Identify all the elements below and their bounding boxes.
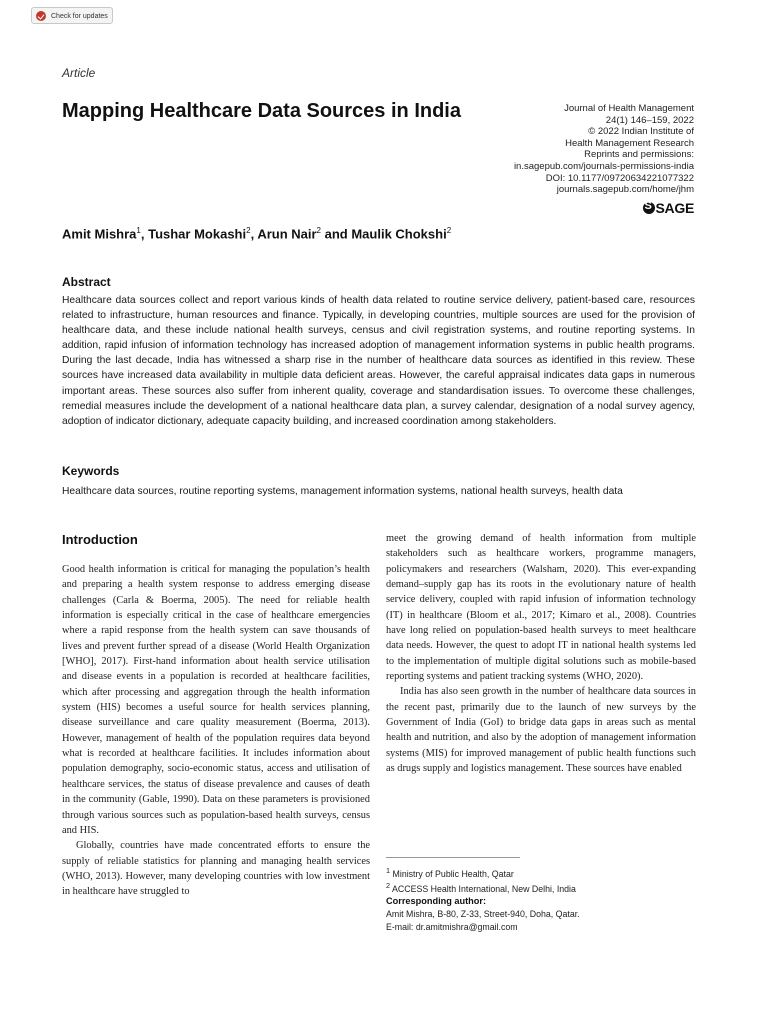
- author-separator: ,: [140, 226, 149, 242]
- author-name: Maulik Chokshi: [351, 226, 447, 242]
- author-separator: ,: [250, 226, 258, 242]
- author-affiliation: 2: [316, 226, 321, 235]
- check-updates-icon: [36, 11, 46, 21]
- author-separator: and: [321, 226, 352, 242]
- check-for-updates-label: Check for updates: [51, 13, 108, 20]
- footnote-text: ACCESS Health International, New Delhi, India: [392, 883, 576, 894]
- journal-name: Journal of Health Management: [564, 103, 694, 114]
- corresponding-address: Amit Mishra, B-80, Z-33, Street-940, Doha, Qatar.: [386, 909, 580, 919]
- body-paragraph: meet the growing demand of health information from multiple stakeholders such as healthcare workers, programme managers, policymakers and researchers (Walsham, 2020). This ever-expanding demand–supply gap has its roots in the evolutionary nature of health service delivery, coupled with rapid infusion of information technology (IT) in healthcare (Bloom et al., 2017; Kimaro et al., 2008). Countries have long relied on population-based health surveys to meet healthcare data needs. However, the quest to adopt IT in national health systems led to the implementation of multiple digital solutions such as mobile-based reporting systems and patient tracking systems (WHO, 2020).: [386, 533, 696, 683]
- author-list: [62, 226, 451, 241]
- abstract-text: Healthcare data sources collect and report various kinds of health data related to routine service delivery, patient-based care, resources related to infrastructure, human resources and finance. Typically, in developing countries, multiple sources are used for the provision of healthcare data, and these include national health surveys, census and civil registration systems, and routine reporting systems. In addition, rapid infusion of information technology has increased adoption of management information systems in public health programs. During the last decade, India has witnessed a sharp rise in the number of healthcare data sources as identified in this review. These sources have increased data availability in multiple data deficient areas. However, the careful appraisal indicates data gaps in numerous important areas. These sources also suffer from inherent quality, coverage and standardisation issues. To overcome these challenges, remedial measures include the development of a national healthcare data plan, a survey calendar, designation of a nodal survey agency, adoption of indicator dictionary, adequate capacity building, and increased coordination among stakeholders.: [62, 295, 695, 427]
- author-affiliation: 2: [246, 226, 251, 235]
- author-name: Amit Mishra: [62, 226, 137, 242]
- check-for-updates-badge[interactable]: [31, 7, 113, 24]
- footnote-item: [386, 865, 696, 880]
- journal-reprints-label: Reprints and permissions:: [584, 149, 694, 161]
- journal-permissions-link[interactable]: in.sagepub.com/journals-permissions-india: [513, 160, 694, 172]
- body-column-left: [62, 562, 370, 900]
- journal-volume: 24(1) 146–159, 2022: [605, 114, 694, 126]
- author-name: Arun Nair: [257, 226, 317, 242]
- journal-doi[interactable]: DOI: 10.1177/09720634221077322: [545, 172, 694, 184]
- body-paragraph: Good health information is critical for managing the population’s health and preparing a health system response to address emerging disease challenges (Carla & Boerma, 2005). The need for reliable health information is especially critical in the case of healthcare emergencies where a rapid response from the health system can save thousands of lives and prevent further spread of a disease (World Health Organization [WHO], 2017). First-hand information about health service utilisation and disease events in a population is recorded at healthcare facilities, which after processing and aggregation through the health information system (HIS) becomes a useful source for health services planning, disease surveillance and care quality measurement (Boerma, 2013). However, management of health of the population requires data beyond what is recorded at healthcare facilities. It includes information about population demography, socio-economic status, access and utilisation of healthcare services, the status of disease prevalence and causes of death in the community (Gable, 1990). Data on these parameters is provisioned through various sources such as population-based health surveys, census and HIS.: [62, 564, 370, 836]
- footnote-number: 1: [386, 866, 391, 875]
- corresponding-email[interactable]: E-mail: dr.amitmishra@gmail.com: [386, 921, 518, 932]
- footnote-text: Ministry of Public Health, Qatar: [392, 868, 514, 879]
- journal-info: [434, 103, 694, 196]
- author-affiliation: 1: [136, 226, 141, 235]
- affiliation-footnotes: [386, 865, 696, 895]
- abstract-heading: Abstract: [62, 275, 111, 289]
- article-type-label: Article: [62, 66, 96, 80]
- keywords-heading: Keywords: [62, 464, 120, 478]
- corresponding-author-details: [386, 908, 696, 933]
- body-column-right: [386, 531, 696, 777]
- sage-logo: [643, 200, 694, 216]
- article-title: Mapping Healthcare Data Sources in India: [62, 100, 461, 122]
- corresponding-author-heading: Corresponding author:: [386, 896, 487, 906]
- journal-homepage-link[interactable]: journals.sagepub.com/home/jhm: [556, 184, 694, 196]
- sage-logo-text: SAGE: [655, 200, 694, 216]
- author-affiliation: 2: [446, 226, 452, 235]
- footnote-divider: [386, 857, 520, 858]
- keywords-text: Healthcare data sources, routine reporting systems, management information systems, national health surveys, health data: [62, 486, 623, 497]
- journal-publisher: Health Management Research: [565, 137, 694, 149]
- introduction-heading: Introduction: [62, 532, 138, 547]
- body-paragraph: India has also seen growth in the number of healthcare data sources in the recent past, primarily due to the launch of new surveys by the Government of India (GoI) to bridge data gaps in areas such as mental health and nutrition, and also by the adoption of management information systems (MIS) for improved management of public health functions such as drugs supply and logistics management. These sources have enabled: [386, 686, 696, 775]
- footnote-item: [386, 880, 696, 895]
- sage-logo-icon: [643, 202, 655, 214]
- footnote-number: 2: [386, 880, 391, 890]
- body-paragraph: Globally, countries have made concentrated efforts to ensure the supply of reliable statistics for planning and managing health services (WHO, 2013). However, many developing countries with low investment in healthcare have struggled to: [62, 840, 370, 898]
- author-name: Tushar Mokashi: [148, 226, 247, 242]
- journal-copyright: © 2022 Indian Institute of: [588, 126, 694, 138]
